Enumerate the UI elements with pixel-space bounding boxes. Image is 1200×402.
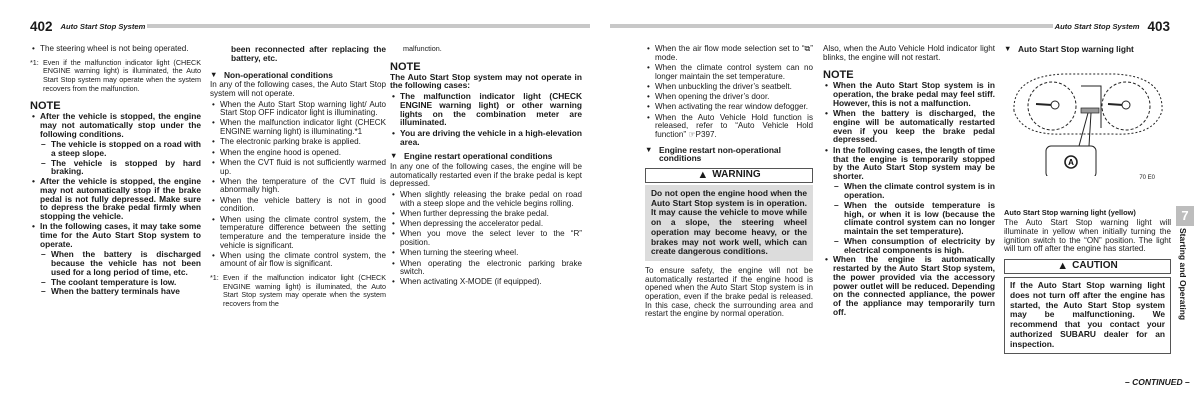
note-bullet-item: • In the following cases, it may take some time for the Auto Start Stop system to operate. bbox=[30, 222, 201, 248]
header-rule bbox=[147, 24, 590, 28]
bullet-item: • When the temperature of the CVT fluid is abnormally high. bbox=[210, 178, 386, 195]
note-bullet-item: • In the following cases, the length of time that the engine is temporarily stopped by the Auto Start Stop system may be shorter. bbox=[823, 146, 995, 181]
note-bullet-item: • After the vehicle is stopped, the engine may not automatically stop if the brake pedal is not fully depressed. Make sure to depress the brake pedal firmly when stopping the vehicle. bbox=[30, 177, 201, 221]
bullet-item: • When further depressing the brake pedal. bbox=[390, 210, 582, 219]
bullet-item: • When the Auto Start Stop warning light/ Auto Start Stop OFF indicator light is illuminating. bbox=[210, 101, 386, 118]
footnote-mark: *1: bbox=[30, 57, 39, 67]
bullet-item: • When the Auto Vehicle Hold function is released, refer to “Auto Vehicle Hold function” ☞P397. bbox=[645, 114, 813, 140]
bullet-item: • When depressing the accelerator pedal. bbox=[390, 220, 582, 229]
dash-item: – The vehicle is stopped on a road with a steep slope. bbox=[30, 140, 201, 158]
warning-light-figure bbox=[1004, 56, 1171, 206]
dash-item: – When the battery is discharged because the vehicle has not been used for a long period of time, etc. bbox=[30, 250, 201, 276]
caution-header bbox=[1004, 259, 1171, 274]
bullet-item: • When the malfunction indicator light (CHECK ENGINE warning light) is illuminating.*1 bbox=[210, 119, 386, 136]
column-2 bbox=[210, 45, 386, 309]
caution-text: If the Auto Start Stop warning light does not turn off after the engine has started, the Auto Start Stop system may be malfunctioning. We recommend that you contact your authorized SUBARU dealer for an inspection. bbox=[1004, 277, 1171, 354]
bullet-item: • When the CVT fluid is not sufficiently warmed up. bbox=[210, 159, 386, 176]
continued-label: – CONTINUED – bbox=[1125, 377, 1190, 387]
warning-triangle-icon: ▲ bbox=[1057, 260, 1069, 273]
footnote bbox=[210, 274, 386, 309]
note-bullet-item: • The malfunction indicator light (CHECK ENGINE warning light) or other warning lights on the combination meter are illuminated. bbox=[390, 92, 582, 127]
warning-triangle-icon: ▲ bbox=[697, 169, 709, 182]
dash-item: – When the battery terminals have bbox=[30, 287, 201, 296]
section-heading: ▼ Engine restart non-operational conditions bbox=[645, 146, 813, 164]
note-bullet-item: • When the Auto Start Stop system is in operation, the brake pedal may feel stiff. However, this is not a malfunction. bbox=[823, 81, 995, 107]
note-heading: NOTE bbox=[823, 69, 854, 82]
dash-item: – When consumption of electricity by electrical components is high. bbox=[823, 237, 995, 255]
warning-title: WARNING bbox=[712, 169, 761, 181]
footnote-text: Even if the malfunction indicator light (CHECK ENGINE warning light) is illuminated, the Auto Start Stop system may operate when the system recovers from the malfunction. bbox=[43, 57, 201, 93]
column-6 bbox=[1004, 45, 1171, 360]
note-bullet-item: • When the engine is automatically restarted by the Auto Start Stop system, the power provided via the accessory power outlet will be reduced. Depending on the connected appliance, the power of the appliance may temporarily turn off. bbox=[823, 255, 995, 316]
bullet-item: • When operating the electronic parking brake switch. bbox=[390, 260, 582, 277]
bullet-item: • When unbuckling the driver’s seatbelt. bbox=[645, 83, 813, 92]
paragraph: In any of the following cases, the Auto Start Stop system will not operate. bbox=[210, 80, 386, 98]
note-heading: NOTE bbox=[30, 100, 61, 113]
figure-caption: Auto Start Stop warning light (yellow) bbox=[1004, 207, 1136, 217]
note-bullet-item: • When the battery is discharged, the engine will be automatically restarted even if you keep the brake pedal depressed. bbox=[823, 109, 995, 144]
section-heading: ▼ Engine restart operational conditions bbox=[390, 152, 582, 161]
bullet-item: • When the vehicle battery is not in good condition. bbox=[210, 197, 386, 214]
running-title: Auto Start Stop System bbox=[1054, 21, 1140, 31]
note-bullet-item: • You are driving the vehicle in a high-elevation area. bbox=[390, 129, 582, 147]
right-page-header bbox=[610, 19, 1170, 33]
bullet-item: • When the engine hood is opened. bbox=[210, 149, 386, 158]
bullet-item: • When using the climate control system, the amount of air flow is significant. bbox=[210, 252, 386, 269]
caution-box bbox=[1004, 259, 1171, 354]
svg-text:A: A bbox=[1068, 157, 1074, 167]
warning-text: Do not open the engine hood when the Auto Start Stop system is in operation. It may cause the vehicle to move while on a slope, the steering wheel operation may become heavy, or the brakes may not work well, which can create dangerous conditions. bbox=[645, 185, 813, 261]
dash-item-continued: been reconnected after replacing the battery, etc. bbox=[231, 44, 386, 63]
dash-item: – When the outside temperature is high, or when it is low (because the climate control system can no longer maintain the set temperature). bbox=[823, 201, 995, 236]
warning-header bbox=[645, 168, 813, 183]
page-number: 402 bbox=[30, 18, 53, 34]
column-3 bbox=[390, 45, 582, 289]
paragraph: To ensure safety, the engine will not be automatically restarted if the engine hood is opened when the Auto Start Stop system is in operation, even if the brake pedal is released. In this case, check the surrounding area and restart the engine by normal operation. bbox=[645, 265, 813, 319]
dash-item: – The coolant temperature is low. bbox=[30, 278, 201, 287]
bullet-item: • When activating X-MODE (if equipped). bbox=[390, 278, 582, 287]
footnote-text: Even if the malfunction indicator light (CHECK ENGINE warning light) is illuminated, the Auto Start Stop system may operate when the system recovers from the bbox=[223, 273, 386, 309]
column-5 bbox=[823, 45, 995, 318]
bullet-item: • The electronic parking brake is applied. bbox=[210, 138, 386, 147]
section-heading: ▼ Auto Start Stop warning light bbox=[1004, 45, 1171, 54]
left-page-header bbox=[30, 19, 590, 33]
figure-code: 70 E0 bbox=[1139, 174, 1155, 181]
bullet-item: • When activating the rear window defogger. bbox=[645, 103, 813, 112]
section-heading: ▼ Non-operational conditions bbox=[210, 71, 386, 80]
column-1 bbox=[30, 45, 201, 297]
header-rule bbox=[610, 24, 1053, 28]
note-heading: NOTE bbox=[390, 60, 421, 73]
warning-box bbox=[645, 168, 813, 261]
bullet-item: • When you move the select lever to the “R” position. bbox=[390, 230, 582, 247]
paragraph: In any one of the following cases, the engine will be automatically restarted even if the brake pedal is kept depressed. bbox=[390, 162, 582, 189]
bullet-item: • The steering wheel is not being operated. bbox=[30, 45, 201, 54]
chapter-label: Starting and Operating bbox=[1178, 228, 1188, 321]
page-number: 403 bbox=[1147, 18, 1170, 34]
dash-item: – When the climate control system is in operation. bbox=[823, 182, 995, 200]
caution-title: CAUTION bbox=[1072, 260, 1118, 272]
footnote bbox=[30, 59, 201, 94]
instrument-cluster-illustration bbox=[1004, 56, 1171, 176]
dash-item: – The vehicle is stopped by hard braking. bbox=[30, 159, 201, 177]
column-4 bbox=[645, 45, 813, 321]
paragraph: Also, when the Auto Vehicle Hold indicator light blinks, the engine will not restart. bbox=[823, 44, 995, 62]
footnote-mark: *1: bbox=[210, 273, 219, 283]
chapter-tab: 7 bbox=[1176, 206, 1194, 226]
bullet-item: • When the climate control system can no longer maintain the set temperature. bbox=[645, 64, 813, 81]
bullet-item: • When using the climate control system, the temperature difference between the setting temperature and the temperature inside the vehicle is significant. bbox=[210, 216, 386, 251]
bullet-item: • When slightly releasing the brake pedal on road with a steep slope and the vehicle begins rolling. bbox=[390, 191, 582, 208]
running-title: Auto Start Stop System bbox=[60, 21, 146, 31]
bullet-item: • When opening the driver’s door. bbox=[645, 93, 813, 102]
note-bullet-item: • After the vehicle is stopped, the engine may not automatically stop under the following conditions. bbox=[30, 112, 201, 138]
bullet-item: • When the air flow mode selection set to “⧉” mode. bbox=[645, 45, 813, 62]
bullet-item: • When turning the steering wheel. bbox=[390, 249, 582, 258]
note-paragraph: The Auto Start Stop system may not operate in the following cases: bbox=[390, 71, 582, 91]
paragraph: The Auto Start Stop warning light will illuminate in yellow when initially turning the ignition switch to the “ON” position. The light will turn off after the engine has started. bbox=[1004, 218, 1171, 254]
footnote-continued: malfunction. bbox=[403, 44, 442, 53]
